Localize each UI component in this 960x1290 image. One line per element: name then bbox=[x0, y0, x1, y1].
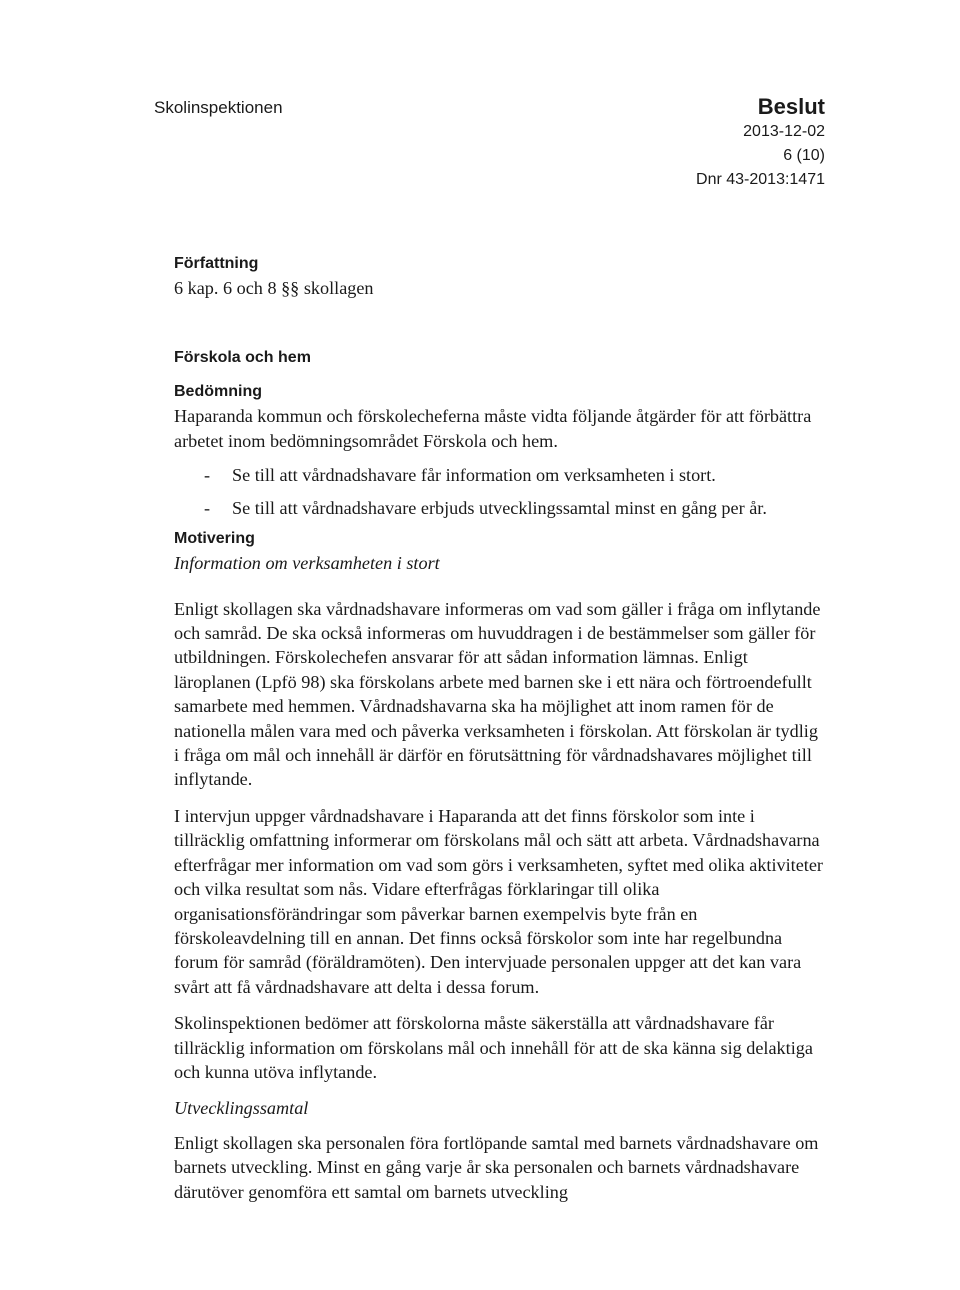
section-title: Förskola och hem bbox=[174, 349, 311, 367]
list-item: - Se till att vårdnadshavare får information om verksamheten i stort. bbox=[204, 465, 716, 486]
forfattning-text: 6 kap. 6 och 8 §§ skollagen bbox=[174, 278, 374, 298]
bullet-text: Se till att vårdnadshavare får information om verksamheten i stort. bbox=[232, 465, 716, 486]
document-type: Beslut bbox=[757, 94, 825, 119]
motivering-paragraph-1: Enligt skollagen ska vårdnadshavare informeras om vad som gäller i fråga om inflytande och samråd. De ska också informeras om huvuddragen i de bestämmelser som gäller för utbildningen. Förskolechefen ansvarar för att sådan information lämnas. Enligt läroplanen (Lpfö 98) ska förskolans arbete med barnen ske i ett nära och förtroendefullt samarbete med hemmen. Vårdnadshavarna ska ha möjlighet att inom ramen för de nationella målen vara med och påverka verksamheten i förskolan. Att förskolan är tydlig i fråga om mål och innehåll är därför en förutsättning för vårdnadshavares möjlighet till inflytande. bbox=[174, 598, 821, 790]
motivering-paragraph-3: Skolinspektionen bedömer att förskolorna måste säkerställa att vårdnadshavare får tillräcklig information om förskolans mål och innehåll för att de ska känna sig delaktiga och kunna utöva inflytande. bbox=[174, 1013, 813, 1082]
bedomning-heading: Bedömning bbox=[174, 383, 262, 401]
bedomning-bullet-list bbox=[174, 463, 824, 521]
motivering-paragraph-4: Enligt skollagen ska personalen föra fortlöpande samtal med barnets vårdnadshavare om barnets utveckling. Minst en gång varje år ska personalen och barnets vårdnadshavare därutöver genomföra ett samtal om barnets utveckling bbox=[174, 1132, 819, 1202]
motivering-paragraph-2: I intervjun uppger vårdnadshavare i Haparanda att det finns förskolor som inte i tillräcklig omfattning informerar om förskolans mål och sätt att arbeta. Vårdnadshavarna efterfrågar mer information om vad som görs i verksamheten, syftet med olika aktiviteter och vilka resultat som nås. Vidare efterfrågas förklaringar till olika organisationsförändringar som påverkar barnen exempelvis byte från en förskoleavdelning till en annan. Det finns också förskolor som inte har regelbundna forum för samråd (föräldramöten). Den intervjuade personalen uppger att det kan vara svårt att få vårdnadshavare att delta i dessa forum. bbox=[174, 805, 823, 997]
list-item: - Se till att vårdnadshavare erbjuds utvecklingssamtal minst en gång per år. bbox=[204, 498, 767, 519]
forfattning-heading: Författning bbox=[174, 255, 259, 272]
organization-name: Skolinspektionen bbox=[154, 98, 283, 117]
document-date: 2013-12-02 bbox=[743, 123, 825, 140]
motivering-heading: Motivering bbox=[174, 530, 255, 548]
page-number: 6 (10) bbox=[783, 147, 825, 164]
document-header bbox=[696, 94, 825, 192]
bedomning-text: Haparanda kommun och förskolecheferna måste vidta följande åtgärder för att förbättra arbetet inom bedömningsområdet Förskola och hem. bbox=[174, 406, 812, 451]
motivering-subheading-information: Information om verksamheten i stort bbox=[174, 553, 440, 574]
bullet-text: Se till att vårdnadshavare erbjuds utvecklingssamtal minst en gång per år. bbox=[232, 498, 767, 519]
document-reference-number: Dnr 43-2013:1471 bbox=[696, 171, 825, 188]
document-body bbox=[174, 252, 824, 1204]
motivering-subheading-utvecklingssamtal: Utvecklingssamtal bbox=[174, 1098, 309, 1119]
